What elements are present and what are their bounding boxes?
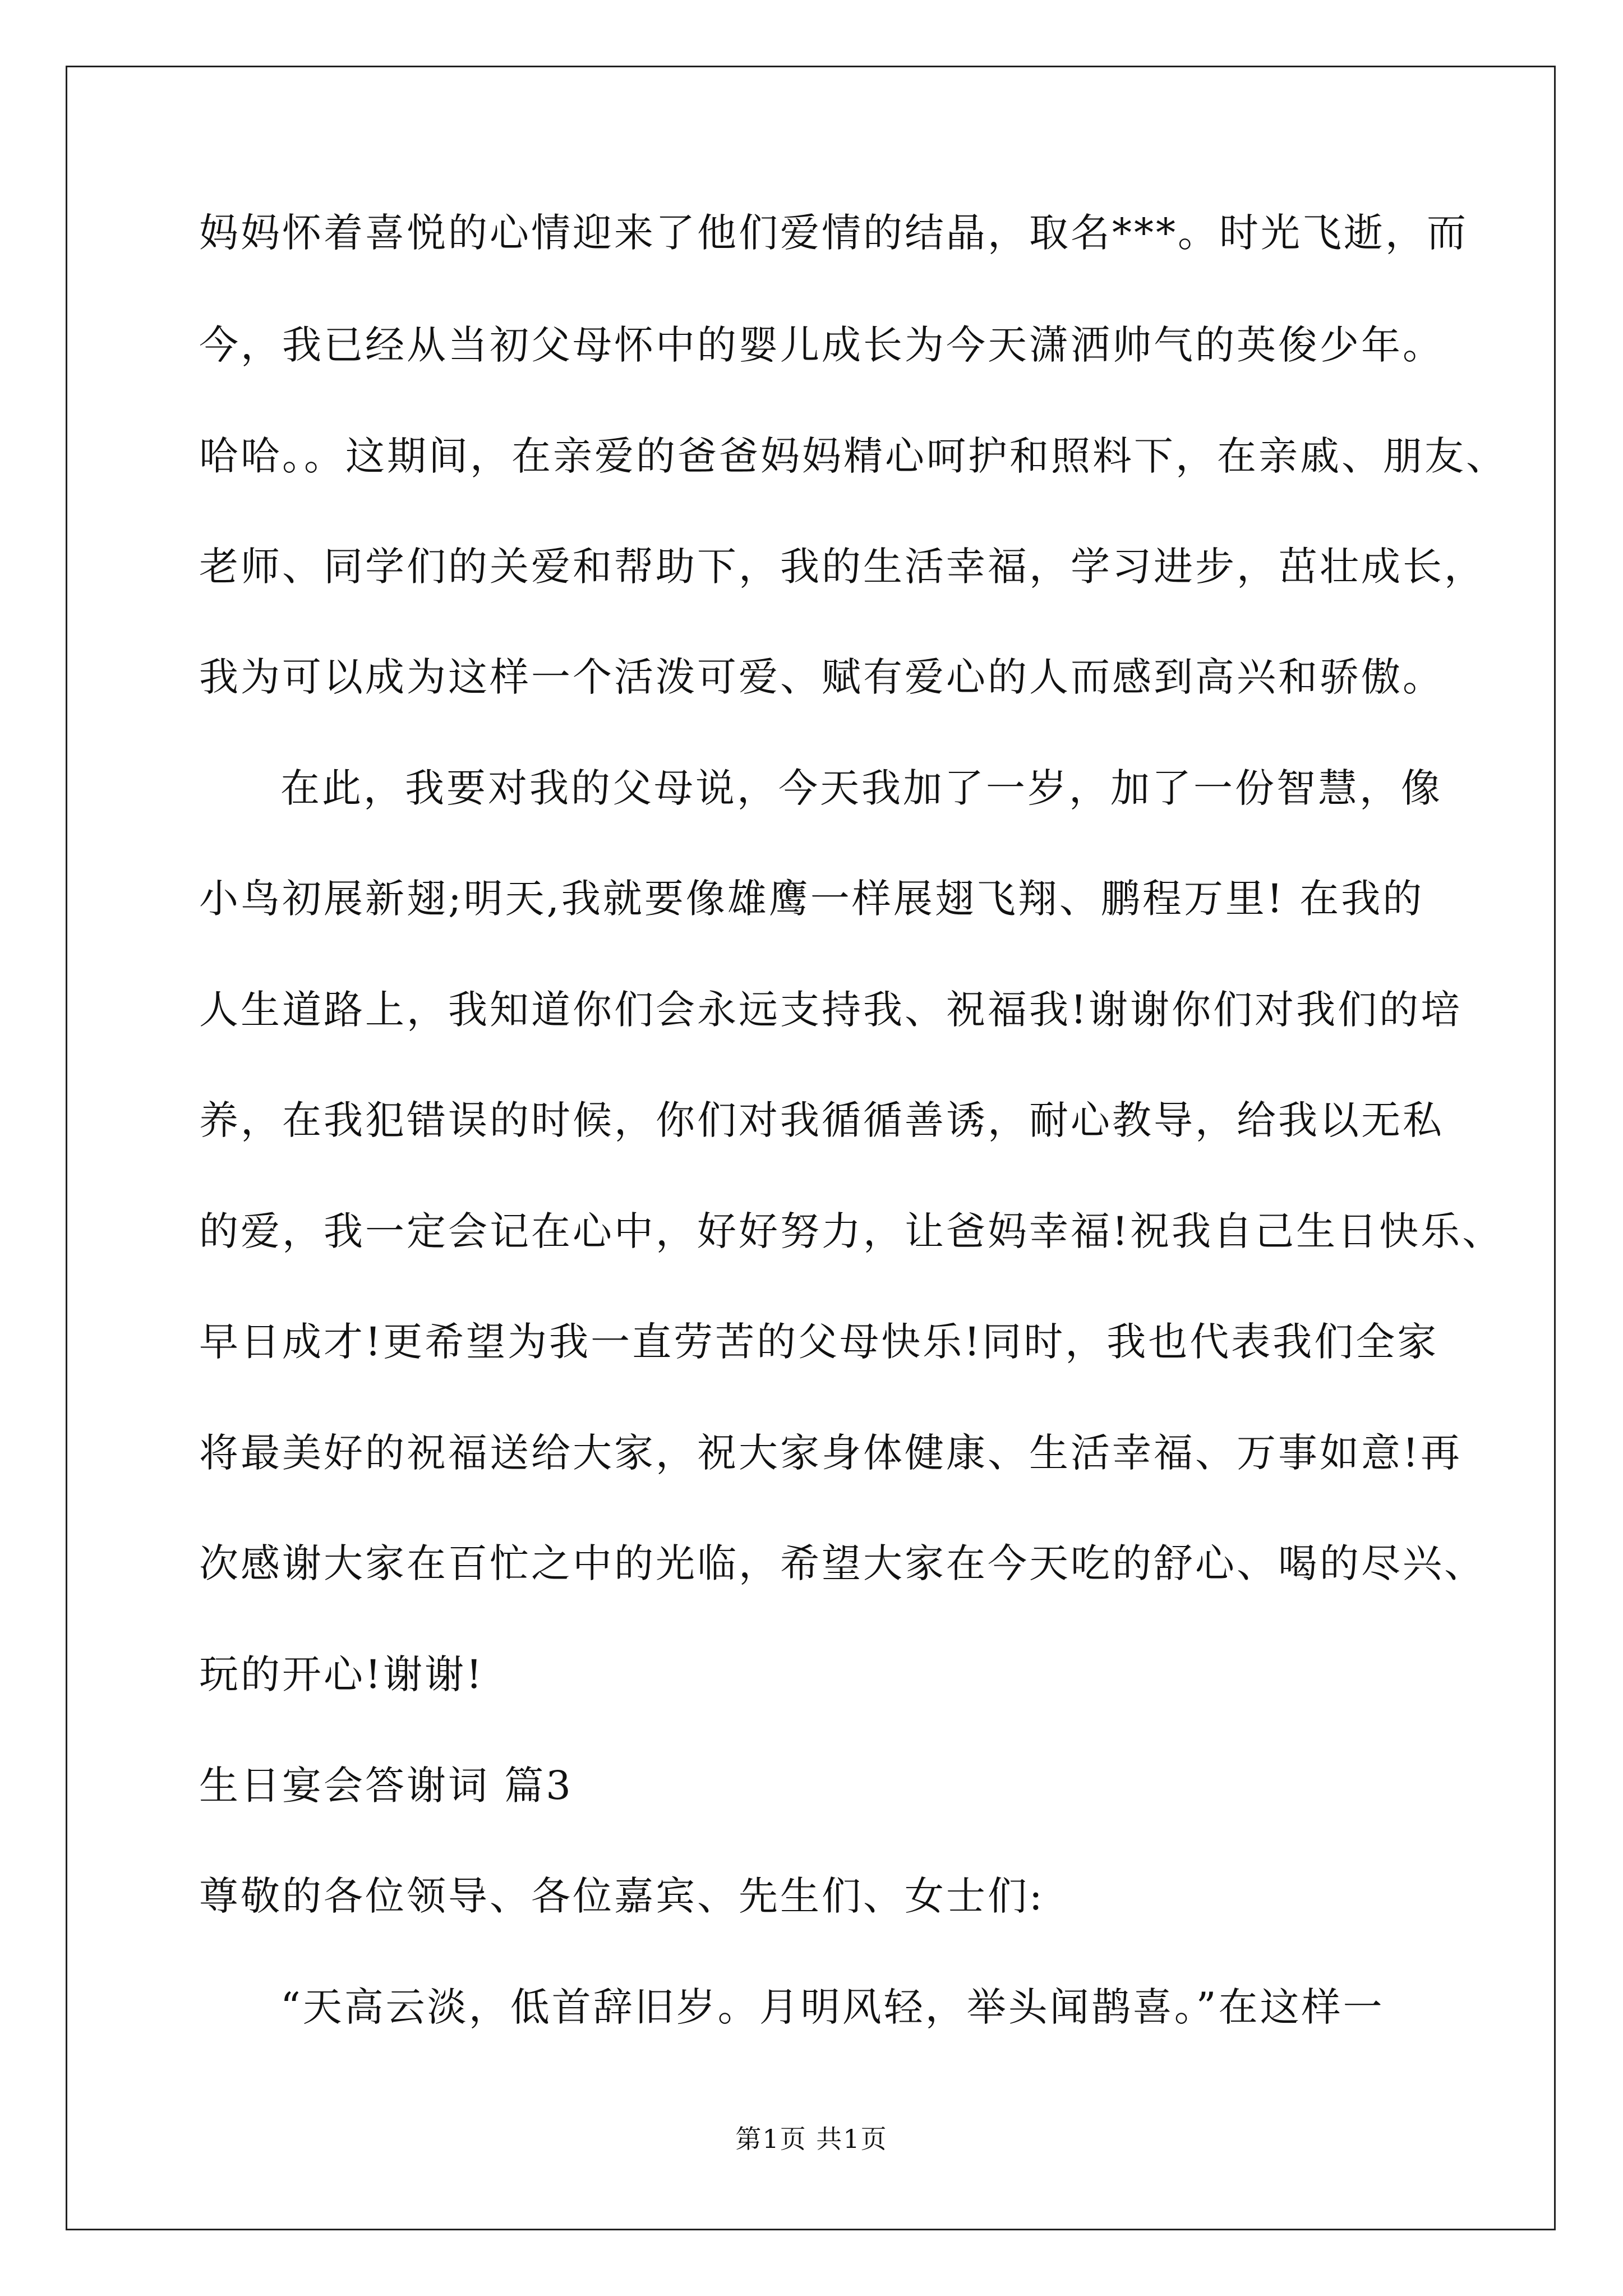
paragraph-first-line: “天高云淡，低首辞旧岁。月明风轻，举头闻鹊喜。”在这样一	[280, 1984, 1385, 2030]
text-line: 将最美好的祝福送给大家，祝大家身体健康、生活幸福、万事如意!再	[199, 1430, 1463, 1476]
text-line: 妈妈怀着喜悦的心情迎来了他们爱情的结晶，取名***。时光飞逝，而	[199, 210, 1468, 256]
text-line: 早日成才!更希望为我一直劳苦的父母快乐!同时，我也代表我们全家	[199, 1319, 1439, 1365]
paragraph-first-line: 在此，我要对我的父母说，今天我加了一岁，加了一份智慧，像	[280, 765, 1442, 811]
text-line: 我为可以成为这样一个活泼可爱、赋有爱心的人而感到高兴和骄傲。	[199, 654, 1444, 700]
text-line: 老师、同学们的关爱和帮助下，我的生活幸福，学习进步，茁壮成长，	[199, 544, 1486, 590]
text-line: 小鸟初展新翅;明天,我就要像雄鹰一样展翅飞翔、鹏程万里! 在我的	[199, 876, 1424, 922]
text-line: 哈哈。。这期间，在亲爱的爸爸妈妈精心呵护和照料下，在亲戚、朋友、	[199, 433, 1507, 479]
text-line: 人生道路上，我知道你们会永远支持我、祝福我!谢谢你们对我们的培	[199, 987, 1463, 1033]
text-line: 次感谢大家在百忙之中的光临，希望大家在今天吃的舒心、喝的尽兴、	[199, 1540, 1486, 1586]
text-line: 玩的开心!谢谢!	[199, 1651, 485, 1697]
page-number-footer: 第1页 共1页	[735, 2124, 888, 2154]
text-line: 的爱，我一定会记在心中，好好努力，让爸妈幸福!祝我自己生日快乐、	[199, 1208, 1504, 1254]
section-heading: 生日宴会答谢词 篇3	[199, 1763, 573, 1809]
text-line: 养，在我犯错误的时候，你们对我循循善诱，耐心教导，给我以无私	[199, 1097, 1444, 1143]
text-line: 今，我已经从当初父母怀中的婴儿成长为今天潇洒帅气的英俊少年。	[199, 322, 1444, 368]
salutation: 尊敬的各位领导、各位嘉宾、先生们、女士们:	[199, 1873, 1045, 1919]
